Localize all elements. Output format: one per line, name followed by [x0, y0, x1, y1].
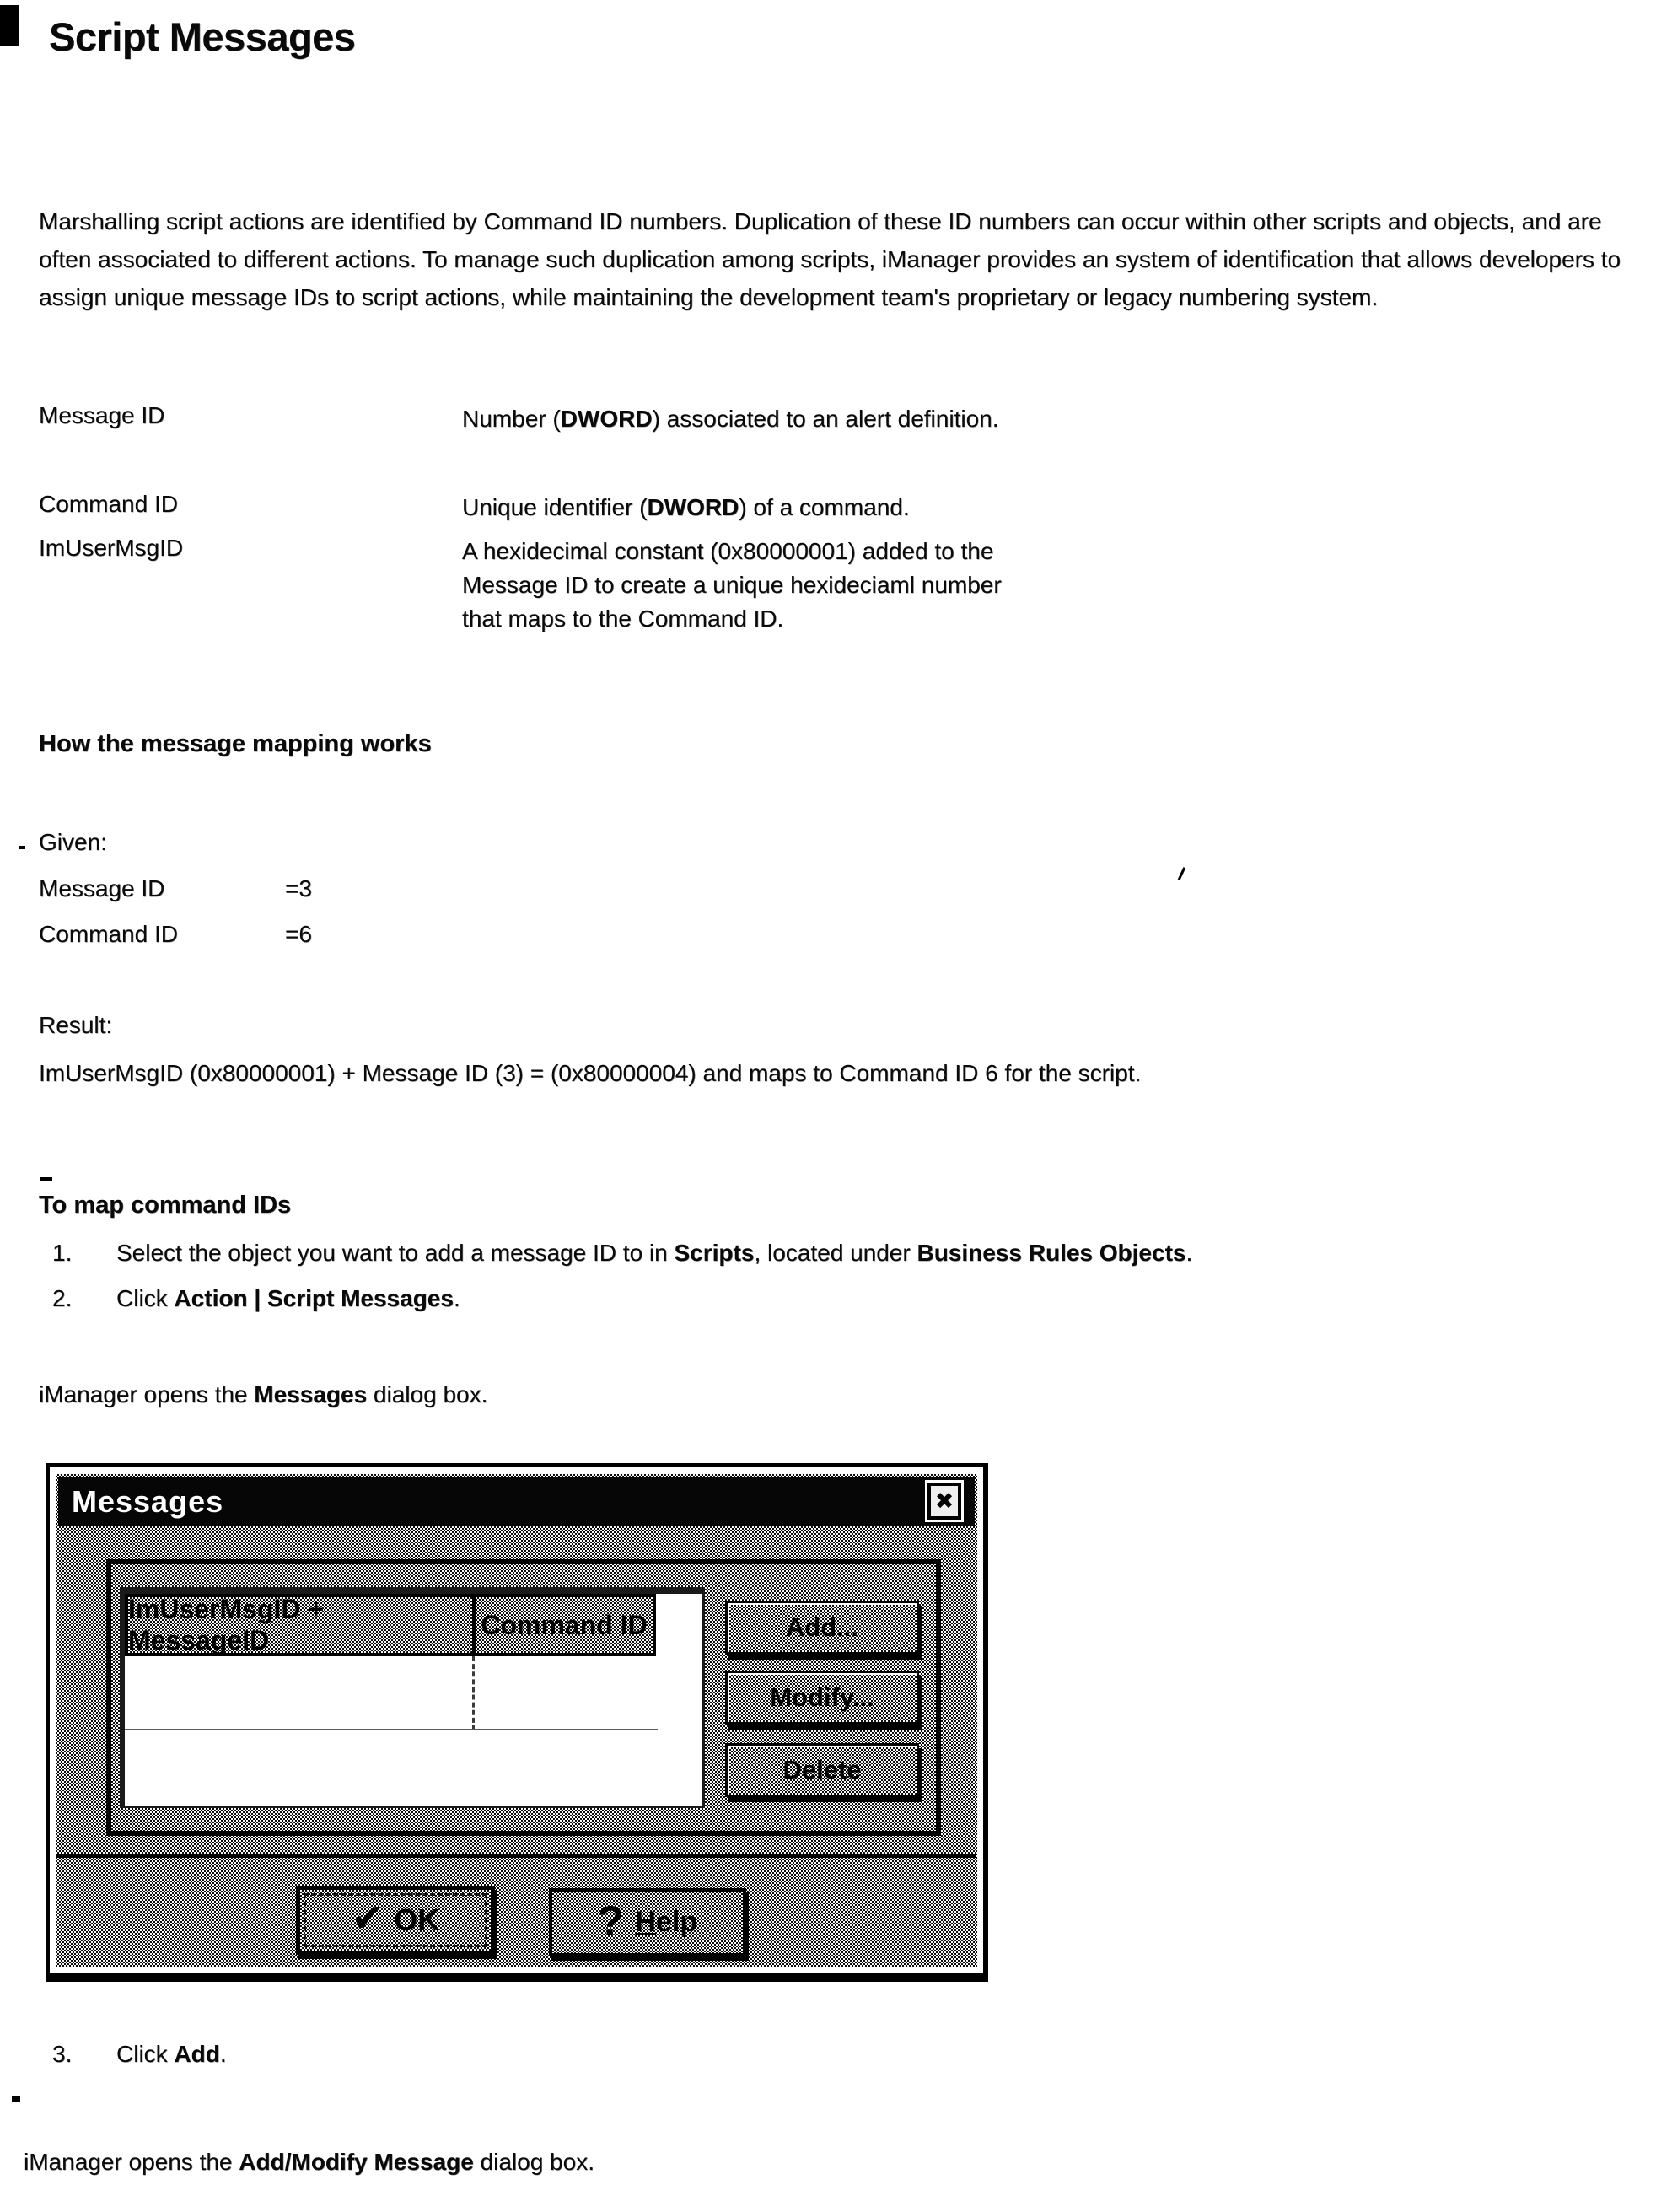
group-panel: [106, 1559, 941, 1836]
message-list[interactable]: [120, 1587, 705, 1808]
help-label-accelerator: H: [635, 1906, 656, 1938]
dialog-caption: [24, 2149, 594, 2176]
delete-button[interactable]: Delete: [725, 1743, 919, 1797]
page-title: Script Messages: [49, 14, 356, 59]
column-divider: [472, 1656, 475, 1730]
definition-desc-text: Number (: [462, 406, 561, 432]
scrollbar-gutter: [656, 1594, 702, 1656]
caption-segment: iManager opens the: [24, 2149, 239, 2175]
dialog-caption: [39, 1381, 487, 1408]
empty-row-divider: [125, 1729, 658, 1730]
step-text-segment: .: [453, 1285, 460, 1311]
step-text: [116, 2041, 227, 2068]
step-text: [116, 1240, 1567, 1267]
column-header-imusermsgid[interactable]: ImUserMsgID + MessageID: [125, 1594, 476, 1656]
definition-term: ImUserMsgID: [39, 535, 184, 561]
add-button[interactable]: Add...: [725, 1601, 919, 1655]
section-heading-mapping: How the message mapping works: [39, 730, 432, 757]
definition-desc: [462, 402, 1002, 436]
question-mark-icon: ?: [597, 1897, 624, 1945]
step-text-segment: Click: [116, 1285, 175, 1311]
result-text: ImUserMsgID (0x80000001) + Message ID (3) = (0x80000004) and maps to Command ID 6 for the script.: [39, 1060, 1142, 1086]
step-text-bold: Business Rules Objects: [917, 1240, 1186, 1266]
given-row-label: Message ID: [39, 875, 165, 901]
scan-speck: [19, 846, 25, 849]
step-text-segment: Click: [116, 2041, 175, 2067]
section-heading-procedure: To map command IDs: [39, 1192, 292, 1219]
given-label: Given:: [39, 829, 107, 855]
step-text-segment: .: [219, 2041, 227, 2067]
definition-term: Command ID: [39, 491, 178, 517]
list-header: [125, 1594, 702, 1656]
given-row-value: =3: [285, 875, 312, 901]
step-number: 2.: [52, 1285, 73, 1311]
help-label: [635, 1906, 697, 1939]
definition-desc: [462, 491, 1002, 525]
caption-bold: Messages: [254, 1381, 368, 1407]
empty-list-area: [125, 1656, 653, 1730]
help-button[interactable]: [549, 1888, 746, 1956]
scan-speck: [40, 1177, 52, 1181]
step-text-segment: Select the object you want to add a message ID to in: [116, 1240, 675, 1266]
definition-desc-bold: DWORD: [560, 406, 653, 432]
modify-button[interactable]: Modify...: [725, 1671, 919, 1725]
step-number: 1.: [52, 1240, 73, 1266]
checkmark-icon: ✔: [351, 1896, 384, 1940]
dialog-titlebar[interactable]: [58, 1477, 975, 1526]
step-text-bold: Scripts: [674, 1240, 755, 1266]
definition-desc-bold: DWORD: [647, 494, 739, 520]
caption-segment: dialog box.: [473, 2149, 594, 2175]
step-text-segment: , located under: [754, 1240, 917, 1266]
definition-desc-text: A hexidecimal constant (0x80000001) added to the Message ID to create a unique hexideciaml number that maps to the Command ID.: [462, 538, 1002, 632]
dialog-separator: [56, 1854, 976, 1858]
close-button[interactable]: [927, 1483, 961, 1520]
column-header-commandid[interactable]: Command ID: [476, 1594, 656, 1656]
caption-bold: Add/Modify Message: [239, 2149, 474, 2175]
close-icon: ✖: [934, 1488, 954, 1514]
step-text: [116, 1285, 1567, 1312]
scan-speck: [0, 5, 19, 46]
definition-desc-text: ) of a command.: [739, 494, 910, 520]
step-text-bold: Action | Script Messages: [174, 1285, 454, 1311]
definition-desc-text: ) associated to an alert definition.: [652, 406, 999, 432]
definition-desc: [462, 535, 1002, 636]
caption-segment: dialog box.: [367, 1381, 488, 1407]
ok-button[interactable]: [296, 1886, 495, 1955]
definition-term: Message ID: [39, 402, 165, 428]
given-row-value: =6: [285, 921, 312, 947]
messages-dialog: [46, 1463, 988, 1982]
step-text-bold: Add: [174, 2041, 220, 2067]
help-label-rest: elp: [655, 1906, 698, 1938]
step-number: 3.: [52, 2041, 73, 2067]
intro-paragraph: Marshalling script actions are identified by Command ID numbers. Duplication of these ID numbers can occur within other scripts and objects, and are often associated to different actions. To manage such duplication among scripts, iManager provides an system of identification that allows developers to assign unique message IDs to script actions, while maintaining the development team's proprietary or legacy numbering system.: [39, 208, 1621, 310]
caption-segment: iManager opens the: [39, 1381, 255, 1407]
scan-speck: [12, 2096, 20, 2102]
step-text-segment: .: [1185, 1240, 1193, 1266]
dialog-title: Messages: [72, 1484, 224, 1519]
scan-speck: [1178, 867, 1185, 880]
given-row-label: Command ID: [39, 921, 178, 947]
result-label: Result:: [39, 1012, 113, 1038]
ok-label: OK: [394, 1903, 440, 1937]
definition-desc-text: Unique identifier (: [462, 494, 648, 520]
